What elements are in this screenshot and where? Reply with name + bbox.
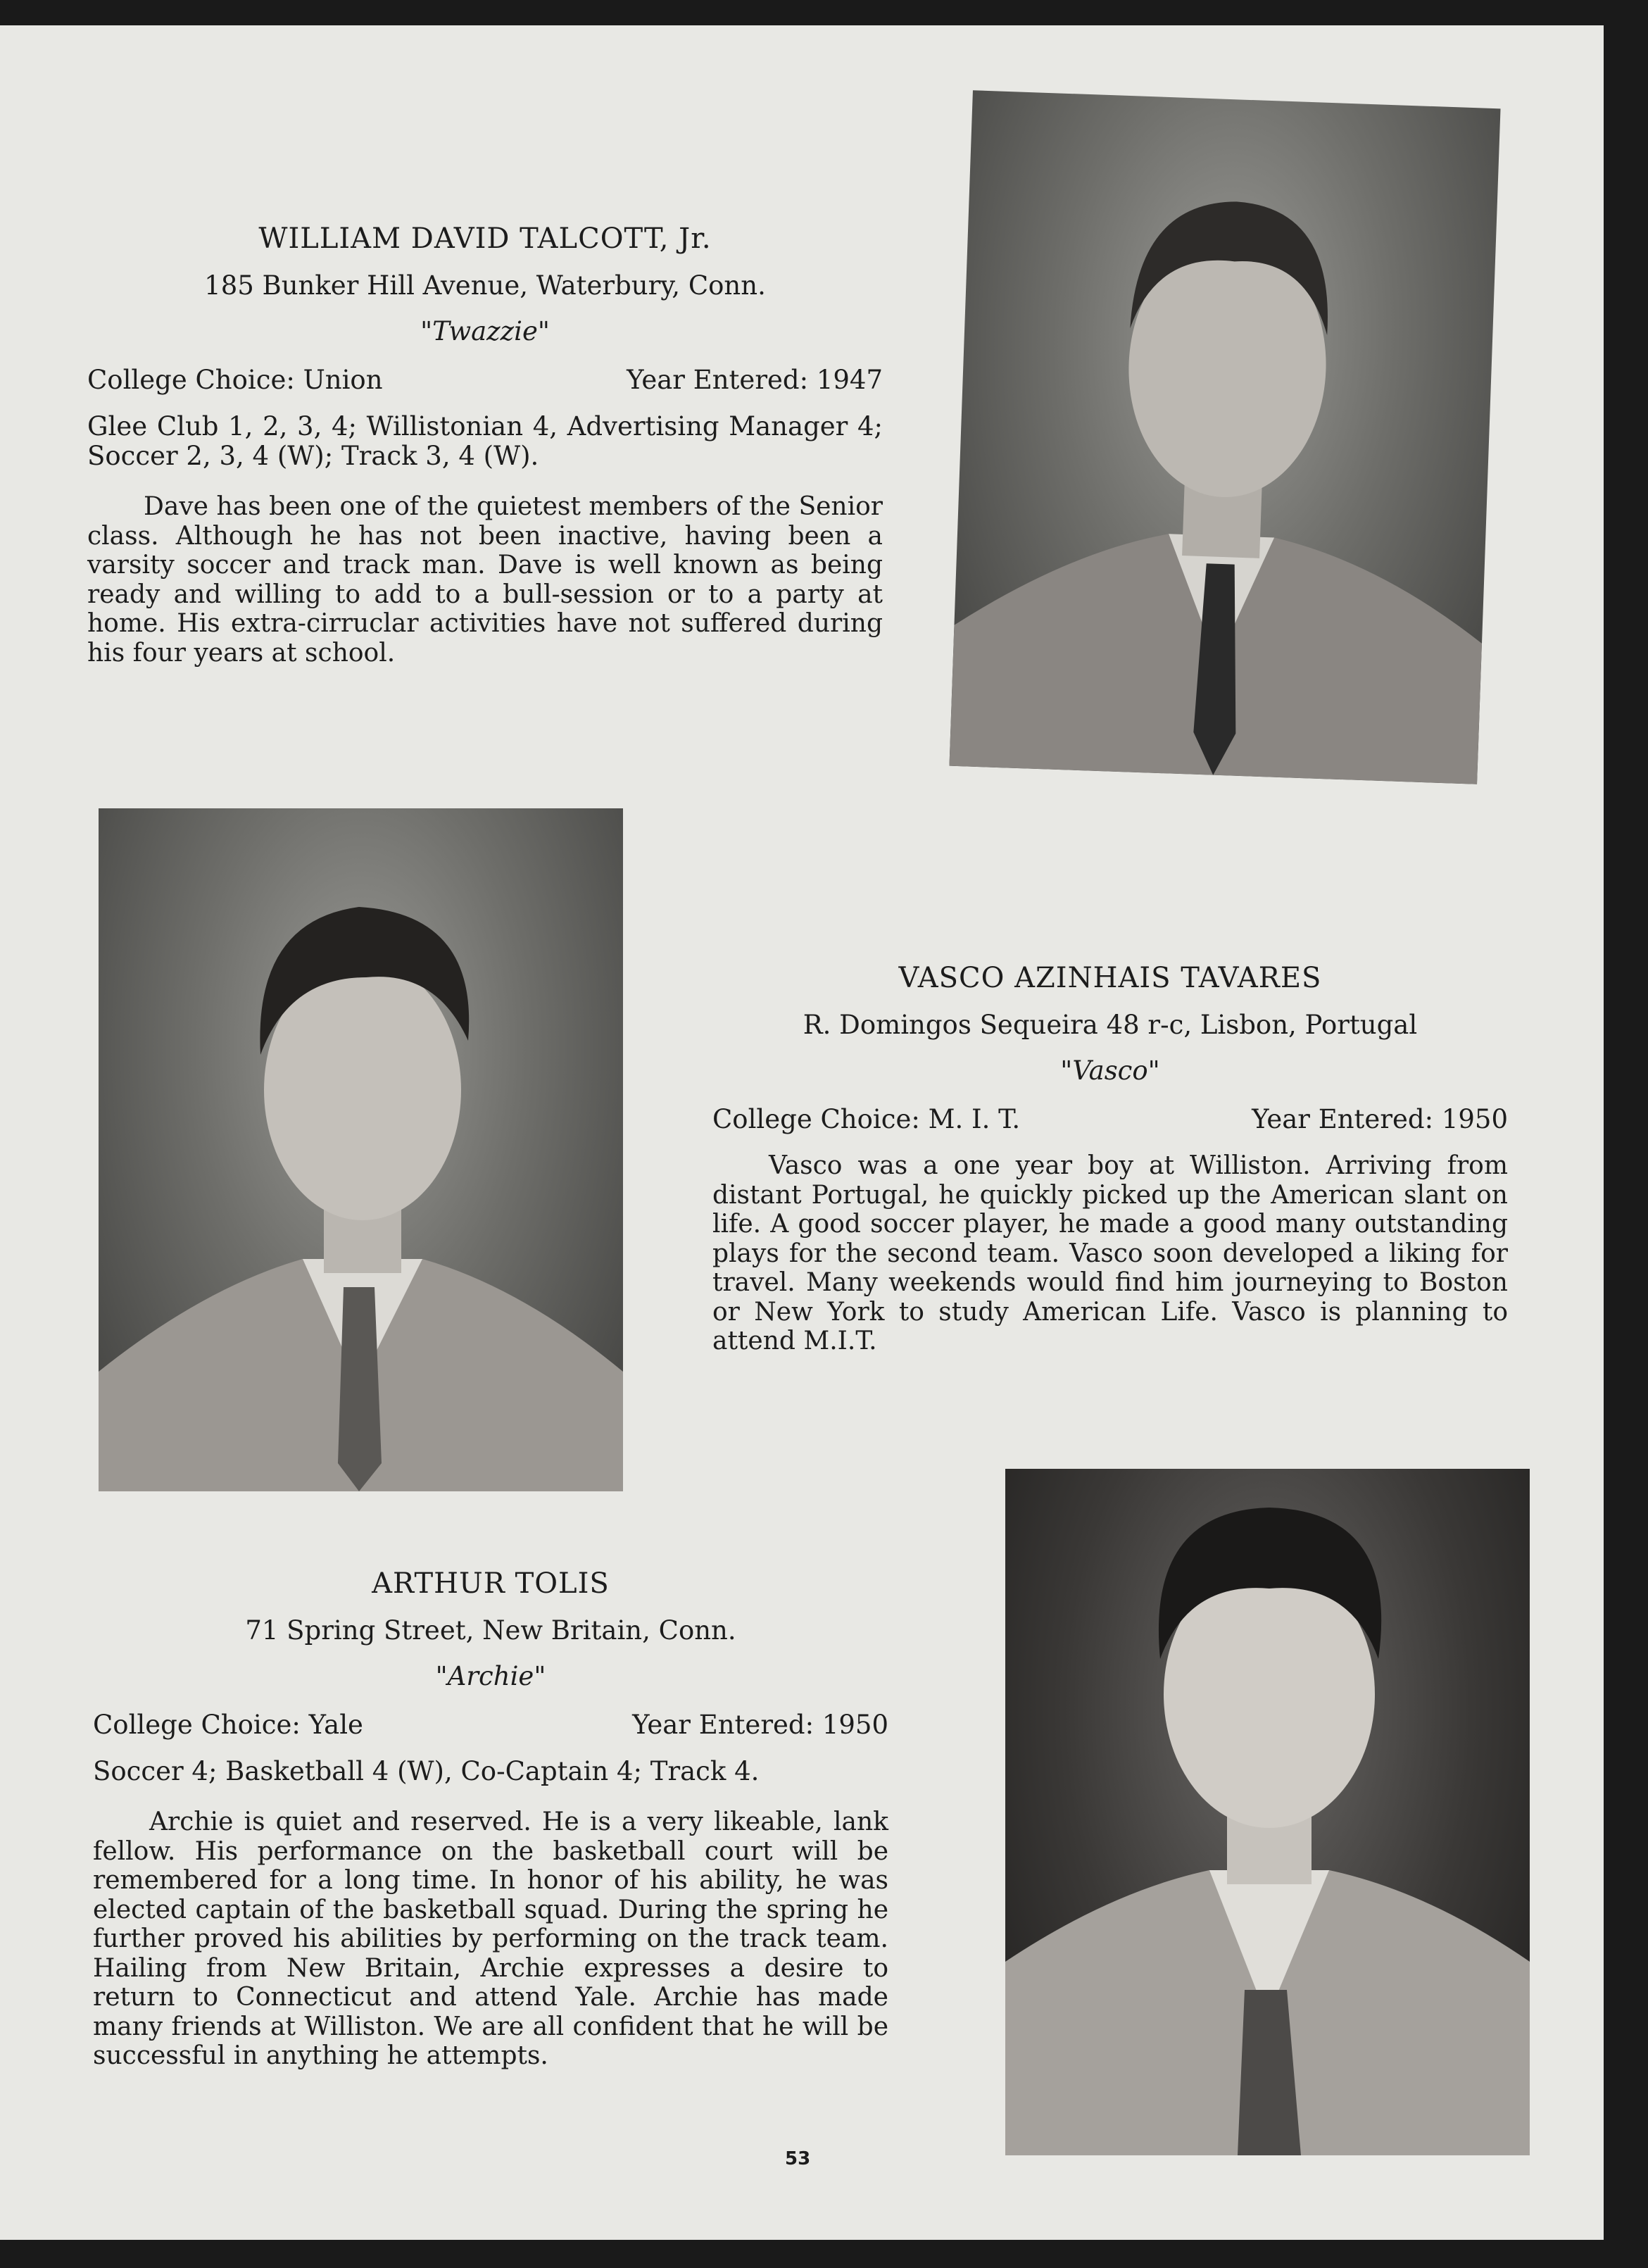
page-number: 53 (785, 2148, 811, 2169)
senior-address: 71 Spring Street, New Britain, Conn. (245, 1615, 736, 1646)
senior-name: WILLIAM DAVID TALCOTT, Jr. (258, 223, 712, 255)
senior-biography: Vasco was a one year boy at Williston. Arriving from distant Portugal, he quickly picked up the American slant on life. A good soccer player, he made a good many outstanding plays for the second team. Vasco soon developed a liking for travel. Many weekends would find him journeying to Boston or New York to study American Life. Vasco is planning to attend M.I.T. (712, 1151, 1508, 1355)
senior-entry-tolis (93, 1567, 888, 2071)
senior-nickname: "Vasco" (1060, 1055, 1160, 1086)
senior-name: ARTHUR TOLIS (372, 1567, 610, 1600)
senior-address: 185 Bunker Hill Avenue, Waterbury, Conn. (204, 270, 766, 301)
college-year-row (712, 1104, 1508, 1134)
year-entered: Year Entered: 1950 (1252, 1104, 1508, 1134)
senior-name: VASCO AZINHAIS TAVARES (898, 962, 1322, 994)
college-year-row (93, 1710, 888, 1740)
senior-biography: Dave has been one of the quietest members of the Senior class. Although he has not been inactive, having been a varsity soccer and track man. Dave is well known as being ready and willing to add to a bull-session or to a party at home. His extra-cirruclar activities have not suffered during his four years at school. (87, 492, 883, 668)
college-choice: College Choice: Yale (93, 1710, 363, 1740)
college-choice: College Choice: M. I. T. (712, 1104, 1021, 1134)
senior-activities: Glee Club 1, 2, 3, 4; Willistonian 4, Advertising Manager 4; Soccer 2, 3, 4 (W); Track 3, 4 (W). (87, 411, 883, 471)
yearbook-page (0, 25, 1604, 2240)
portrait-photo-tolis (1005, 1469, 1530, 2155)
year-entered: Year Entered: 1947 (627, 365, 883, 395)
senior-activities: Soccer 4; Basketball 4 (W), Co-Captain 4; Track 4. (93, 1756, 760, 1786)
senior-address: R. Domingos Sequeira 48 r-c, Lisbon, Portugal (803, 1010, 1418, 1040)
senior-nickname: "Twazzie" (420, 316, 550, 346)
year-entered: Year Entered: 1950 (632, 1710, 888, 1740)
senior-biography: Archie is quiet and reserved. He is a very likeable, lank fellow. His performance on the basketball court will be remembered for a long time. In honor of his ability, he was elected captain of the basketball squad. During the spring he further proved his abilities by performing on the track team. Hailing from New Britain, Archie expresses a desire to return to Connecticut and attend Yale. Archie has made many friends at Williston. We are all confident that he will be successful in anything he attempts. (93, 1807, 888, 2070)
senior-nickname: "Archie" (435, 1661, 546, 1691)
college-year-row (87, 365, 883, 395)
portrait-photo-talcott (949, 90, 1500, 784)
portrait-photo-tavares (99, 808, 623, 1491)
college-choice: College Choice: Union (87, 365, 383, 395)
senior-entry-tavares (712, 962, 1508, 1356)
senior-entry-talcott (87, 223, 883, 668)
